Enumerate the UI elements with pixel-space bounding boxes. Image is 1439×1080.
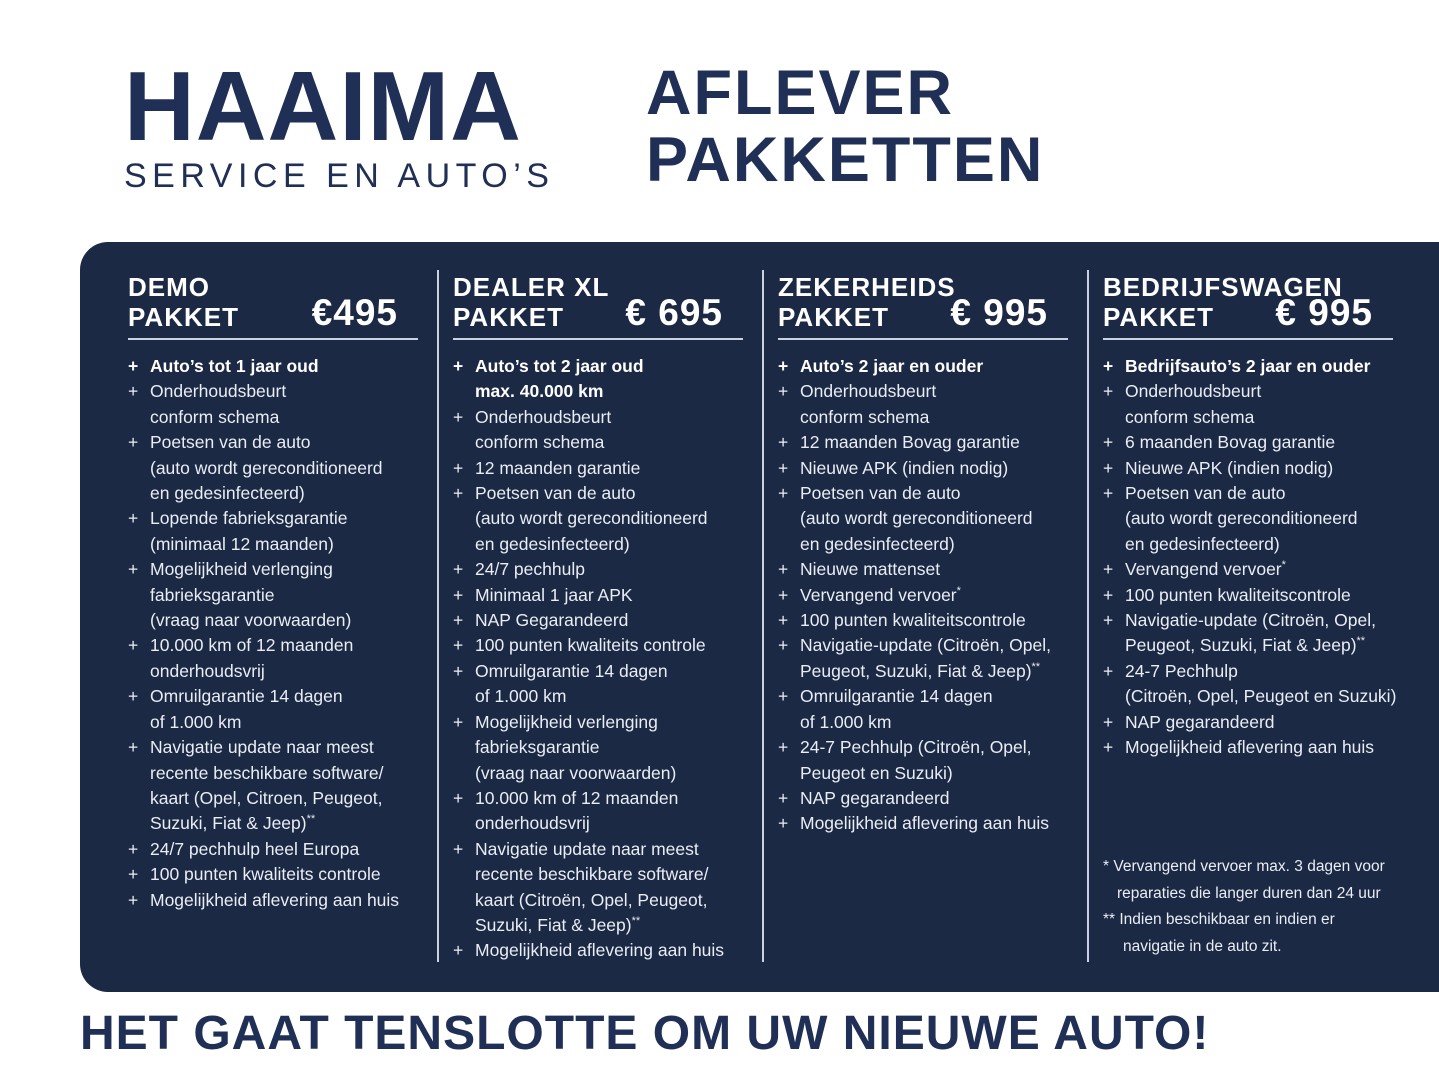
feature-item <box>778 379 1078 430</box>
feature-line: Omruilgarantie 14 dagen <box>150 686 343 707</box>
feature-item <box>128 837 428 862</box>
feature-line: Suzuki, Fiat & Jeep)** <box>475 914 641 935</box>
feature-line: 100 punten kwaliteitscontrole <box>1125 584 1351 605</box>
feature-line: (vraag naar voorwaarden) <box>150 610 352 631</box>
feature-item <box>778 735 1078 786</box>
plus-marker: + <box>453 610 464 631</box>
feature-line: Navigatie update naar meest <box>150 737 374 758</box>
feature-line: Lopende fabrieksgarantie <box>150 508 348 529</box>
feature-item <box>453 837 753 939</box>
feature-line: Onderhoudsbeurt <box>800 381 937 402</box>
feature-item <box>778 786 1078 811</box>
feature-line: Navigatie-update (Citroën, Opel, <box>1125 610 1376 631</box>
feature-line: Auto’s tot 2 jaar oud <box>475 356 644 376</box>
feature-line: of 1.000 km <box>150 711 242 732</box>
feature-item <box>778 456 1078 481</box>
feature-line: fabrieksgarantie <box>475 737 600 758</box>
plus-marker: + <box>453 406 464 427</box>
plus-marker: + <box>1103 584 1114 605</box>
feature-line: (vraag naar voorwaarden) <box>475 762 677 783</box>
package-price: € 695 <box>625 292 723 333</box>
feature-line: en gedesinfecteerd) <box>150 483 305 504</box>
feature-line: 24/7 pechhulp <box>475 559 585 580</box>
feature-line: Vervangend vervoer* <box>1125 559 1286 580</box>
plus-marker: + <box>453 660 464 681</box>
feature-line: (auto wordt gereconditioneerd <box>475 508 708 529</box>
plus-marker: + <box>128 889 139 910</box>
feature-line: Mogelijkheid aflevering aan huis <box>800 813 1050 834</box>
page-title-line2: PAKKETTEN <box>646 125 1045 195</box>
feature-item <box>128 633 428 684</box>
feature-line: onderhoudsvrij <box>150 660 265 681</box>
package-name-line1: DEALER XL <box>453 272 610 302</box>
feature-line: 10.000 km of 12 maanden <box>150 635 354 656</box>
feature-item <box>128 557 428 633</box>
feature-line: Poetsen van de auto <box>800 483 961 504</box>
feature-line: Navigatie update naar meest <box>475 838 699 859</box>
feature-line: kaart (Citroën, Opel, Peugeot, <box>475 889 708 910</box>
feature-item <box>1103 379 1403 430</box>
feature-list <box>453 354 753 964</box>
feature-line: 100 punten kwaliteits controle <box>475 635 706 656</box>
column-divider <box>762 270 764 962</box>
feature-line: Mogelijkheid aflevering aan huis <box>475 940 725 961</box>
feature-item <box>128 379 428 430</box>
feature-line: onderhoudsvrij <box>475 813 590 834</box>
package-price: € 995 <box>950 292 1048 333</box>
feature-item <box>128 506 428 557</box>
package-header <box>453 272 753 332</box>
plus-marker: + <box>453 356 464 376</box>
plus-marker: + <box>1103 660 1114 681</box>
package-column <box>1103 272 1403 761</box>
plus-marker: + <box>453 483 464 504</box>
plus-marker: + <box>1103 711 1114 732</box>
feature-item <box>1103 354 1403 379</box>
feature-item <box>453 583 753 608</box>
feature-item <box>453 456 753 481</box>
plus-marker: + <box>778 381 789 402</box>
footnote-line: ** Indien beschikbaar en indien er <box>1103 911 1335 928</box>
column-divider <box>1087 270 1089 962</box>
brand-name: HAAIMA <box>124 51 522 161</box>
feature-item <box>1103 710 1403 735</box>
package-name-line1: BEDRIJFSWAGEN <box>1103 272 1343 302</box>
feature-item <box>778 583 1078 608</box>
feature-line: 6 maanden Bovag garantie <box>1125 432 1336 453</box>
plus-marker: + <box>1103 737 1114 758</box>
feature-line: conform schema <box>1125 406 1255 427</box>
feature-item <box>778 684 1078 735</box>
plus-marker: + <box>128 838 139 859</box>
plus-marker: + <box>778 584 789 605</box>
plus-marker: + <box>453 559 464 580</box>
feature-line: of 1.000 km <box>475 686 567 707</box>
plus-marker: + <box>128 559 139 580</box>
feature-item <box>453 786 753 837</box>
feature-item <box>453 633 753 658</box>
packages-panel <box>80 242 1439 992</box>
feature-line: en gedesinfecteerd) <box>1125 533 1280 554</box>
feature-list <box>128 354 428 913</box>
plus-marker: + <box>1103 610 1114 631</box>
brand-logo <box>124 51 555 196</box>
header-rule <box>1103 338 1393 340</box>
feature-item <box>1103 659 1403 710</box>
plus-marker: + <box>128 356 139 376</box>
package-name-line2: PAKKET <box>778 302 889 332</box>
feature-item <box>453 405 753 456</box>
plus-marker: + <box>128 381 139 402</box>
footnote-line: navigatie in de auto zit. <box>1123 937 1282 955</box>
feature-line: 12 maanden Bovag garantie <box>800 432 1020 453</box>
plus-marker: + <box>778 787 789 808</box>
feature-line: max. 40.000 km <box>475 381 604 402</box>
feature-line: recente beschikbare software/ <box>475 864 709 885</box>
feature-line: NAP gegarandeerd <box>800 787 950 808</box>
plus-marker: + <box>128 686 139 707</box>
plus-marker: + <box>1103 432 1114 453</box>
feature-line: (auto wordt gereconditioneerd <box>800 508 1033 529</box>
package-name-line2: PAKKET <box>128 302 239 332</box>
feature-line: Onderhoudsbeurt <box>150 381 287 402</box>
feature-item <box>778 430 1078 455</box>
feature-line: Nieuwe APK (indien nodig) <box>1125 457 1334 478</box>
feature-line: Suzuki, Fiat & Jeep)** <box>150 813 316 834</box>
feature-item <box>1103 456 1403 481</box>
package-column <box>778 272 1078 837</box>
feature-line: Bedrijfsauto’s 2 jaar en ouder <box>1125 356 1371 376</box>
plus-marker: + <box>778 610 789 631</box>
plus-marker: + <box>778 737 789 758</box>
feature-line: en gedesinfecteerd) <box>800 533 955 554</box>
header-rule <box>453 338 743 340</box>
page-title <box>646 60 1044 194</box>
package-price: € 995 <box>1275 292 1373 333</box>
feature-line: Nieuwe APK (indien nodig) <box>800 457 1009 478</box>
feature-line: 24/7 pechhulp heel Europa <box>150 838 360 859</box>
header-rule <box>778 338 1068 340</box>
feature-item <box>1103 583 1403 608</box>
header-rule <box>128 338 418 340</box>
feature-item <box>128 430 428 506</box>
plus-marker: + <box>1103 483 1114 504</box>
feature-list <box>778 354 1078 837</box>
plus-marker: + <box>1103 381 1114 402</box>
plus-marker: + <box>778 813 789 834</box>
feature-line: Mogelijkheid verlenging <box>150 559 333 580</box>
feature-item <box>778 354 1078 379</box>
plus-marker: + <box>453 457 464 478</box>
package-name-line2: PAKKET <box>1103 302 1214 332</box>
feature-line: Nieuwe mattenset <box>800 559 941 580</box>
feature-line: (Citroën, Opel, Peugeot en Suzuki) <box>1125 686 1397 707</box>
feature-line: fabrieksgarantie <box>150 584 275 605</box>
feature-list <box>1103 354 1403 761</box>
feature-line: Navigatie-update (Citroën, Opel, <box>800 635 1051 656</box>
plus-marker: + <box>453 635 464 656</box>
feature-item <box>778 557 1078 582</box>
plus-marker: + <box>1103 356 1114 376</box>
plus-marker: + <box>778 483 789 504</box>
plus-marker: + <box>778 559 789 580</box>
footnotes <box>1103 854 1385 960</box>
feature-line: Vervangend vervoer* <box>800 584 961 605</box>
feature-line: recente beschikbare software/ <box>150 762 384 783</box>
footnote-line: reparaties die langer duren dan 24 uur <box>1117 884 1381 902</box>
feature-item <box>128 735 428 837</box>
feature-line: 10.000 km of 12 maanden <box>475 787 679 808</box>
plus-marker: + <box>453 711 464 732</box>
plus-marker: + <box>453 787 464 808</box>
plus-marker: + <box>128 864 139 885</box>
feature-line: Mogelijkheid aflevering aan huis <box>1125 737 1375 758</box>
feature-item <box>1103 430 1403 455</box>
feature-line: Omruilgarantie 14 dagen <box>475 660 668 681</box>
feature-line: 100 punten kwaliteitscontrole <box>800 610 1026 631</box>
feature-line: conform schema <box>150 406 280 427</box>
feature-item <box>453 557 753 582</box>
plus-marker: + <box>778 635 789 656</box>
footer-tagline: HET GAAT TENSLOTTE OM UW NIEUWE AUTO! <box>80 1007 1210 1060</box>
feature-item <box>453 354 753 405</box>
feature-line: conform schema <box>800 406 930 427</box>
feature-item <box>128 684 428 735</box>
feature-item <box>128 888 428 913</box>
plus-marker: + <box>128 635 139 656</box>
feature-item <box>453 938 753 963</box>
plus-marker: + <box>453 838 464 859</box>
feature-line: 12 maanden garantie <box>475 457 641 478</box>
brand-tagline: SERVICE EN AUTO’S <box>124 157 555 195</box>
feature-item <box>1103 557 1403 582</box>
package-name-line1: DEMO <box>128 272 210 302</box>
feature-line: 100 punten kwaliteits controle <box>150 864 381 885</box>
package-price: €495 <box>311 292 398 333</box>
page-title-line1: AFLEVER <box>646 58 955 128</box>
feature-item <box>778 633 1078 684</box>
feature-item <box>453 659 753 710</box>
feature-line: Mogelijkheid aflevering aan huis <box>150 889 400 910</box>
plus-marker: + <box>778 432 789 453</box>
feature-line: (minimaal 12 maanden) <box>150 533 334 554</box>
feature-line: 24-7 Pechhulp (Citroën, Opel, <box>800 737 1032 758</box>
feature-item <box>453 608 753 633</box>
feature-line: (auto wordt gereconditioneerd <box>150 457 383 478</box>
package-name-line1: ZEKERHEIDS <box>778 272 956 302</box>
feature-line: NAP gegarandeerd <box>1125 711 1275 732</box>
feature-line: NAP Gegarandeerd <box>475 610 629 631</box>
feature-line: Poetsen van de auto <box>1125 483 1286 504</box>
plus-marker: + <box>1103 559 1114 580</box>
feature-line: Poetsen van de auto <box>150 432 311 453</box>
feature-line: kaart (Opel, Citroen, Peugeot, <box>150 787 383 808</box>
feature-line: Peugeot, Suzuki, Fiat & Jeep)** <box>800 660 1041 681</box>
feature-item <box>1103 608 1403 659</box>
feature-item <box>778 608 1078 633</box>
plus-marker: + <box>1103 457 1114 478</box>
plus-marker: + <box>128 508 139 529</box>
plus-marker: + <box>128 737 139 758</box>
package-header <box>778 272 1078 332</box>
feature-item <box>128 862 428 887</box>
feature-line: Onderhoudsbeurt <box>1125 381 1262 402</box>
feature-line: Peugeot en Suzuki) <box>800 762 953 783</box>
feature-line: (auto wordt gereconditioneerd <box>1125 508 1358 529</box>
feature-item <box>453 481 753 557</box>
package-name-line2: PAKKET <box>453 302 564 332</box>
plus-marker: + <box>453 940 464 961</box>
package-column <box>128 272 428 913</box>
feature-line: Minimaal 1 jaar APK <box>475 584 633 605</box>
feature-line: Peugeot, Suzuki, Fiat & Jeep)** <box>1125 635 1366 656</box>
plus-marker: + <box>778 457 789 478</box>
package-column <box>453 272 753 964</box>
feature-item <box>1103 481 1403 557</box>
feature-line: Auto’s tot 1 jaar oud <box>150 356 319 376</box>
feature-line: 24-7 Pechhulp <box>1125 660 1238 681</box>
plus-marker: + <box>778 686 789 707</box>
plus-marker: + <box>128 432 139 453</box>
plus-marker: + <box>778 356 789 376</box>
feature-line: Onderhoudsbeurt <box>475 406 612 427</box>
feature-line: en gedesinfecteerd) <box>475 533 630 554</box>
feature-line: of 1.000 km <box>800 711 892 732</box>
feature-item <box>1103 735 1403 760</box>
feature-line: Mogelijkheid verlenging <box>475 711 658 732</box>
feature-line: Omruilgarantie 14 dagen <box>800 686 993 707</box>
package-header <box>128 272 428 332</box>
footnote-line: * Vervangend vervoer max. 3 dagen voor <box>1103 858 1385 875</box>
feature-line: conform schema <box>475 432 605 453</box>
feature-item <box>778 481 1078 557</box>
column-divider <box>437 270 439 962</box>
plus-marker: + <box>453 584 464 605</box>
feature-line: Poetsen van de auto <box>475 483 636 504</box>
feature-line: Auto’s 2 jaar en ouder <box>800 356 984 376</box>
package-header <box>1103 272 1403 332</box>
feature-item <box>453 710 753 786</box>
feature-item <box>128 354 428 379</box>
feature-item <box>778 811 1078 836</box>
